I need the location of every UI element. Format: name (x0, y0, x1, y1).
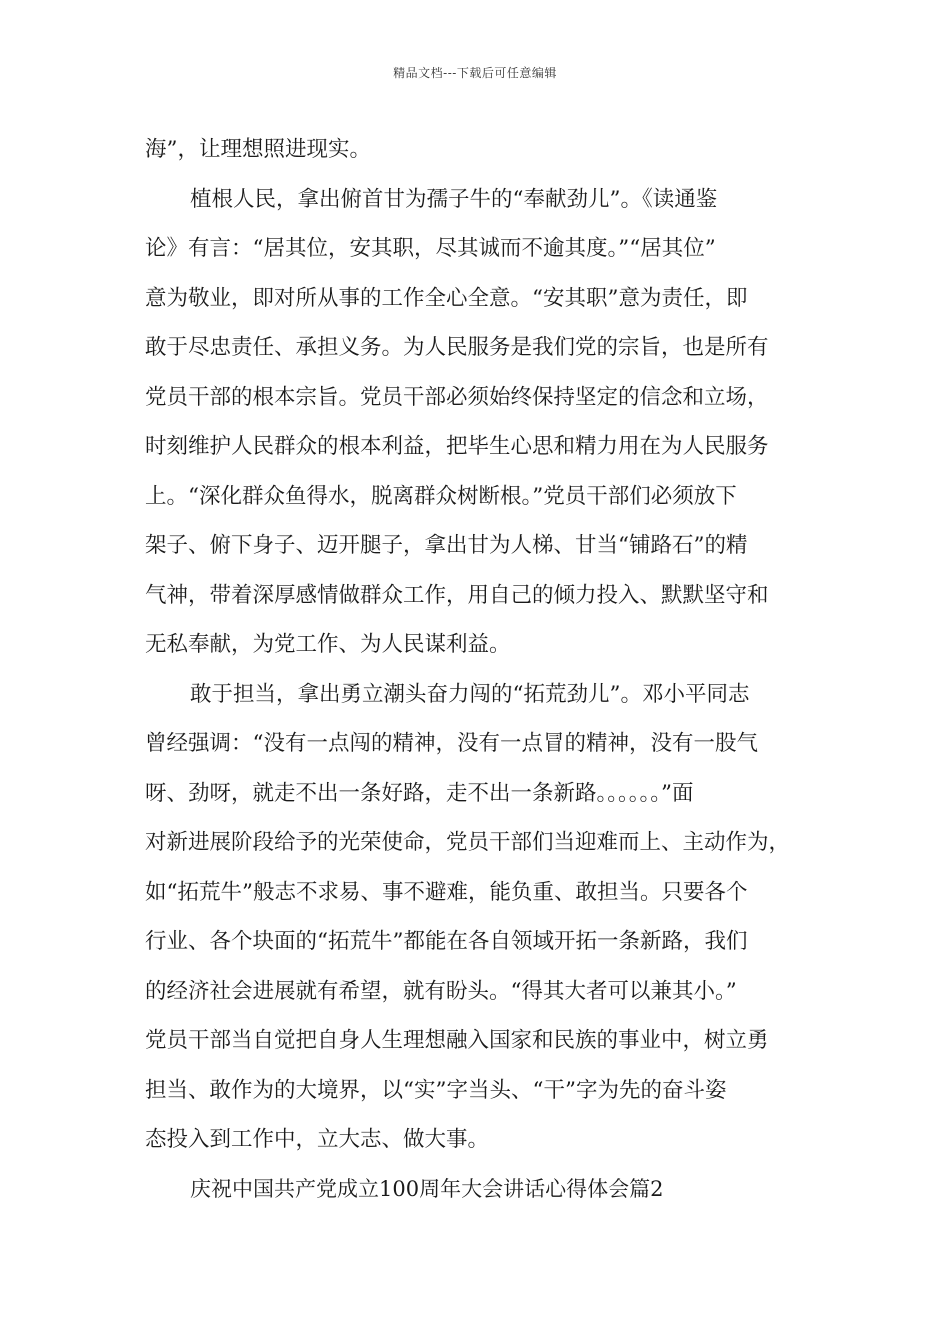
text-line: 担当、敢作为的大境界，以“实”字当头、“干”字为先的奋斗姿 (145, 1077, 727, 1103)
paragraph-start-line: 植根人民，拿出俯首甘为孺子牛的“奉献劲儿”。《读通鉴 (190, 186, 718, 212)
text-line: 上。“深化群众鱼得水，脱离群众树断根。”党员干部们必须放下 (145, 483, 737, 509)
text-line: 呀、劲呀，就走不出一条好路，走不出一条新路。。。。。。”面 (145, 780, 694, 806)
text-line: 曾经强调：“没有一点闯的精神，没有一点冒的精神，没有一股气 (145, 731, 758, 756)
text-line: 行业、各个块面的“拓荒牛”都能在各自领域开拓一条新路，我们 (145, 929, 748, 954)
text-line: 党员干部的根本宗旨。党员干部必须始终保持坚定的信念和立场， (145, 384, 769, 410)
text-line: 架子、俯下身子、迈开腿子，拿出甘为人梯、甘当“铺路石”的精 (145, 533, 748, 558)
text-line: 论》有言：“居其位，安其职，尽其诚而不逾其度。”“居其位” (145, 236, 716, 261)
page-header: 精品文档---下载后可任意编辑 (393, 66, 557, 80)
text-line: 党员干部当自觉把自身人生理想融入国家和民族的事业中，树立勇 (145, 1028, 769, 1053)
text-line: 如“拓荒牛”般志不求易、事不避难，能负重、敢担当。只要各个 (145, 879, 748, 905)
document-body (145, 132, 815, 1221)
text-line: 时刻维护人民群众的根本利益，把毕生心思和精力用在为人民服务 (145, 434, 769, 459)
section-heading: 庆祝中国共产党成立100周年大会讲话心得体会篇2 (190, 1176, 664, 1201)
text-line: 敢于尽忠责任、承担义务。为人民服务是我们党的宗旨，也是所有 (145, 335, 769, 360)
text-line: 海”，让理想照进现实。 (145, 137, 371, 162)
text-line: 对新进展阶段给予的光荣使命，党员干部们当迎难而上、主动作为， (145, 830, 791, 855)
text-line: 无私奉献，为党工作、为人民谋利益。 (145, 632, 511, 657)
paragraph-start-line: 敢于担当，拿出勇立潮头奋力闯的“拓荒劲儿”。邓小平同志 (190, 681, 750, 707)
text-line: 气神，带着深厚感情做群众工作，用自己的倾力投入、默默坚守和 (145, 582, 769, 608)
text-line: 意为敬业，即对所从事的工作全心全意。“安其职”意为责任，即 (145, 285, 748, 311)
text-line: 态投入到工作中，立大志、做大事。 (145, 1127, 490, 1152)
text-line: 的经济社会进展就有希望，就有盼头。“得其大者可以兼其小。” (145, 978, 737, 1004)
